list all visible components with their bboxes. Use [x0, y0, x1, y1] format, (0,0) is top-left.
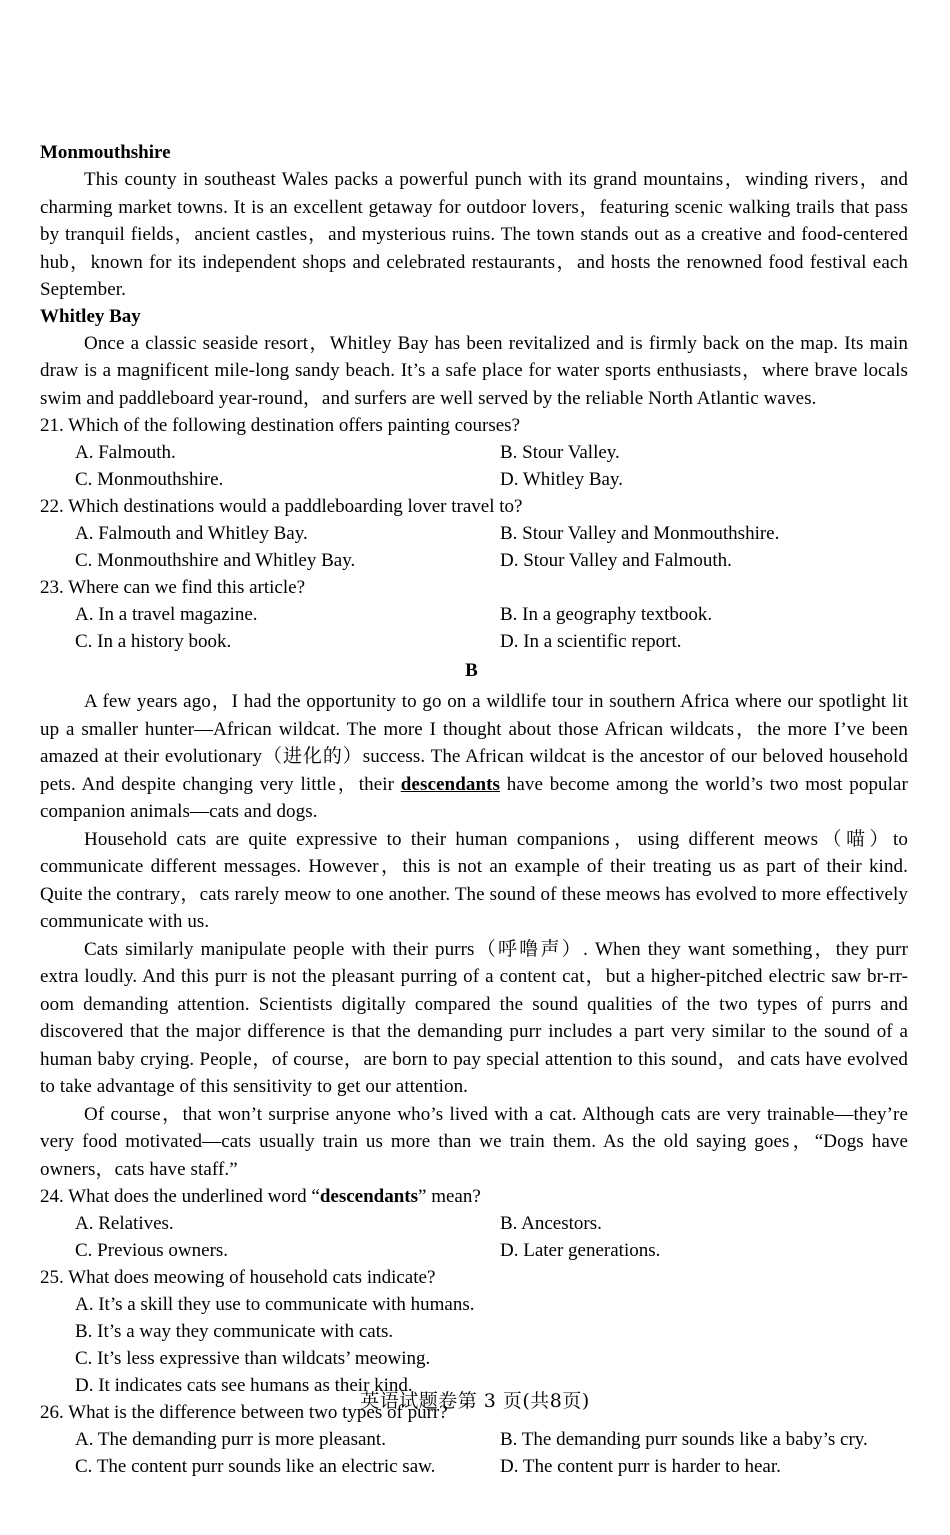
option-row: [40, 520, 908, 547]
option-row: [40, 1210, 908, 1237]
option-23-b[interactable]: B. In a geography textbook.: [500, 604, 713, 625]
option-23-c[interactable]: C. In a history book.: [75, 631, 232, 652]
option-23-d[interactable]: D. In a scientific report.: [500, 631, 682, 652]
destination-entry-whitley-bay: [40, 304, 908, 413]
option-21-b[interactable]: B. Stour Valley.: [500, 442, 620, 463]
option-22-b[interactable]: B. Stour Valley and Monmouthshire.: [500, 523, 780, 544]
destination-body-monmouthshire: This county in southeast Wales packs a powerful punch with its grand mountains，winding rivers，and charming market towns. It is an excellent getaway for outdoor lovers，featuring scenic walking trails that pass by tranquil fields，ancient castles，and mysterious ruins. The town stands out as a creative and food-centered hub，known for its independent shops and celebrated restaurants，and hosts the renowned food festival each September.: [40, 169, 908, 300]
option-row: [40, 1453, 908, 1480]
question-25: [40, 1264, 908, 1399]
question-22-stem: 22. Which destinations would a paddleboarding lover travel to?: [40, 496, 523, 517]
option-row: [40, 466, 908, 493]
option-row: [40, 1426, 908, 1453]
paragraph-1-post-text: have become among the world’s two most popular companion animals—cats and dogs.: [40, 773, 908, 822]
option-26-b[interactable]: B. The demanding purr sounds like a baby’s cry.: [500, 1429, 868, 1450]
option-21-d[interactable]: D. Whitley Bay.: [500, 469, 623, 490]
question-23-options: [40, 601, 908, 655]
destination-body-whitley-bay: Once a classic seaside resort，Whitley Bay has been revitalized and is firmly back on the map. Its main draw is a magnificent mile-long sandy beach. It’s a safe place for water sports enthusiasts，where brave locals swim and paddleboard year-round，and surfers are well served by the reliable North Atlantic waves.: [40, 332, 908, 409]
question-26-options: [40, 1426, 908, 1480]
option-26-a[interactable]: A. The demanding purr is more pleasant.: [75, 1429, 386, 1450]
question-21-options: [40, 439, 908, 493]
option-25-b[interactable]: B. It’s a way they communicate with cats.: [75, 1321, 394, 1342]
question-23-stem: 23. Where can we find this article?: [40, 577, 306, 598]
option-row: [40, 1345, 908, 1372]
option-21-c[interactable]: C. Monmouthshire.: [75, 469, 224, 490]
destination-heading-whitley-bay: Whitley Bay: [40, 305, 141, 327]
destination-heading-monmouthshire: Monmouthshire: [40, 142, 171, 163]
question-24-options: [40, 1210, 908, 1264]
question-24-stem-pre: 24. What does the underlined word “: [40, 1186, 320, 1207]
option-22-c[interactable]: C. Monmouthshire and Whitley Bay.: [75, 550, 356, 571]
page-content: [40, 140, 908, 1480]
option-row: [40, 601, 908, 628]
page-footer: 英语试题卷第 3 页(共8页): [360, 1390, 590, 1412]
option-25-a[interactable]: A. It’s a skill they use to communicate with humans.: [75, 1294, 475, 1315]
question-21: [40, 412, 908, 493]
question-24-stem-term: descendants: [319, 1186, 419, 1207]
paragraph-1-pre-text: A few years ago，I had the opportunity to go on a wildlife tour in southern Africa where our spotlight lit up a smaller hunter—African wildcat. The more I thought about those African wildcats，the more I’ve been amazed at their evolutionary（进化的）success. The African wildcat is the ancestor of our beloved household pets. And despite changing very little，their: [40, 691, 908, 795]
option-25-c[interactable]: C. It’s less expressive than wildcats’ meowing.: [75, 1348, 431, 1369]
option-24-d[interactable]: D. Later generations.: [500, 1240, 661, 1261]
option-22-d[interactable]: D. Stour Valley and Falmouth.: [500, 550, 732, 571]
option-26-d[interactable]: D. The content purr is harder to hear.: [500, 1456, 781, 1477]
question-21-stem: 21. Which of the following destination offers painting courses?: [40, 415, 521, 436]
option-22-a[interactable]: A. Falmouth and Whitley Bay.: [75, 523, 308, 544]
destination-entry-monmouthshire: [40, 140, 908, 304]
question-24-stem: [40, 1183, 908, 1210]
question-23: [40, 574, 908, 655]
question-24: [40, 1183, 908, 1264]
passage-b-paragraph-1: [40, 688, 908, 826]
passage-b-paragraph-4: Of course，that won’t surprise anyone who’s lived with a cat. Although cats are very trainable—they’re very food motivated—cats usually train us more than we train them. As the old saying goes，“Dogs have owners，cats have staff.”: [40, 1103, 908, 1180]
option-26-c[interactable]: C. The content purr sounds like an electric saw.: [75, 1456, 436, 1477]
option-24-a[interactable]: A. Relatives.: [75, 1213, 174, 1234]
section-letter-b: B: [465, 660, 478, 681]
option-row: [40, 439, 908, 466]
option-row: [40, 547, 908, 574]
question-25-options: [40, 1291, 908, 1399]
passage-b-paragraph-3: Cats similarly manipulate people with their purrs（呼噜声）. When they want something，they purr extra loudly. And this purr is not the pleasant purring of a content cat，but a higher-pitched electric saw br-rr-oom demanding attention. Scientists digitally compared the sound qualities of the two types of purrs and discovered that the major difference is that the demanding purr includes a part very similar to the sound of a human baby crying. People，of course，are born to pay special attention to this sound，and cats have evolved to take advantage of this sensitivity to get our attention.: [40, 938, 908, 1097]
option-23-a[interactable]: A. In a travel magazine.: [75, 604, 258, 625]
option-24-b[interactable]: B. Ancestors.: [500, 1213, 602, 1234]
question-22: [40, 493, 908, 574]
passage-b-paragraph-2: Household cats are quite expressive to their human companions，using different meows（喵）to communicate different messages. However，this is not an example of their treating us as part of their kind. Quite the contrary，cats rarely meow to one another. The sound of these meows has evolved to more effectively communicate with us.: [40, 828, 908, 932]
question-22-options: [40, 520, 908, 574]
question-24-stem-post: ” mean?: [418, 1186, 481, 1207]
question-26-stem: 26. What is the difference between two types of purr?: [40, 1402, 448, 1423]
option-row: [40, 628, 908, 655]
option-row: [40, 1237, 908, 1264]
option-24-c[interactable]: C. Previous owners.: [75, 1240, 229, 1261]
question-25-stem: 25. What does meowing of household cats indicate?: [40, 1267, 436, 1288]
option-25-d[interactable]: D. It indicates cats see humans as their kind.: [75, 1375, 413, 1396]
option-row: [40, 1318, 908, 1345]
option-row: [40, 1291, 908, 1318]
option-21-a[interactable]: A. Falmouth.: [75, 442, 176, 463]
underlined-term-descendants: descendants: [400, 773, 501, 795]
